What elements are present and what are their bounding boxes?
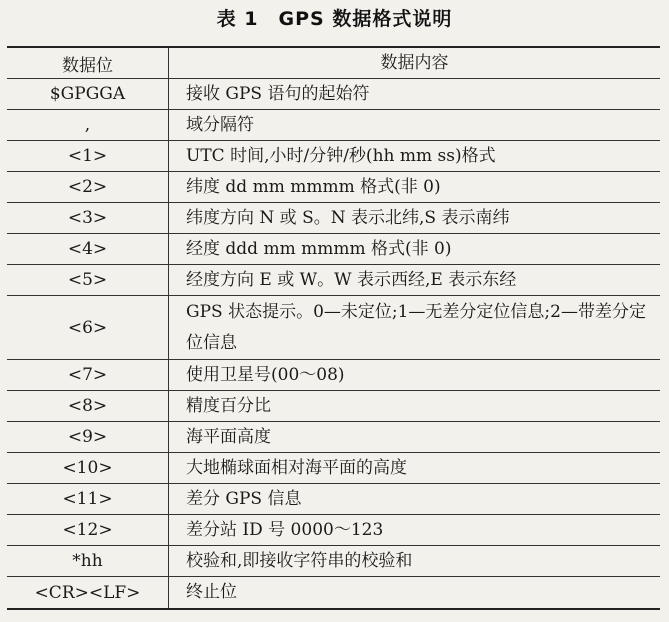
table-row [7, 453, 660, 484]
cell-position: , [7, 110, 169, 140]
cell-content: 使用卫星号(00～08) [186, 364, 345, 385]
table-row [7, 546, 660, 577]
table-row [7, 360, 660, 391]
cell-content: 差分站 ID 号 0000～123 [186, 519, 384, 540]
cell-position: <9> [7, 422, 169, 452]
cell-position: <5> [7, 265, 169, 295]
cell-content: 大地椭球面相对海平面的高度 [186, 457, 407, 478]
cell-position: <10> [7, 453, 169, 483]
cell-content: GPS 状态提示。0—未定位;1—无差分定位信息;2—带差分定位信息 [186, 301, 646, 353]
cell-content: 差分 GPS 信息 [186, 488, 302, 509]
table-header-row [7, 48, 660, 79]
cell-position: <4> [7, 234, 169, 264]
cell-content: 纬度 dd mm mmmm 格式(非 0) [186, 176, 441, 197]
cell-position: <3> [7, 203, 169, 233]
cell-position: $GPGGA [7, 79, 169, 109]
header-content: 数据内容 [380, 52, 449, 73]
table-row [7, 422, 660, 453]
cell-position: <1> [7, 141, 169, 171]
cell-content: 接收 GPS 语句的起始符 [186, 83, 370, 104]
cell-position: <11> [7, 484, 169, 514]
table-row [7, 296, 660, 360]
table-row [7, 391, 660, 422]
cell-position: <6> [7, 296, 169, 359]
cell-position: *hh [7, 546, 169, 576]
cell-position: <8> [7, 391, 169, 421]
table-row [7, 141, 660, 172]
table-row [7, 203, 660, 234]
gps-format-table [7, 46, 660, 610]
cell-content: 终止位 [186, 582, 237, 602]
cell-content: 海平面高度 [186, 426, 271, 447]
cell-content: 经度 ddd mm mmmm 格式(非 0) [186, 238, 452, 259]
table-row [7, 110, 660, 141]
cell-content: 经度方向 E 或 W。W 表示西经,E 表示东经 [186, 269, 517, 290]
table-row [7, 172, 660, 203]
header-position: 数据位 [7, 48, 169, 78]
table-row [7, 484, 660, 515]
table-row [7, 265, 660, 296]
table-row [7, 577, 660, 608]
cell-content: UTC 时间,小时/分钟/秒(hh mm ss)格式 [186, 145, 496, 166]
cell-position: <12> [7, 515, 169, 545]
table-row [7, 79, 660, 110]
cell-position: <CR><LF> [7, 577, 169, 608]
table-caption: 表 1 GPS 数据格式说明 [216, 8, 453, 30]
cell-content: 精度百分比 [186, 395, 271, 416]
cell-content: 纬度方向 N 或 S。N 表示北纬,S 表示南纬 [186, 207, 510, 228]
cell-position: <7> [7, 360, 169, 390]
table-row [7, 515, 660, 546]
cell-content: 域分隔符 [186, 114, 254, 135]
cell-content: 校验和,即接收字符串的校验和 [186, 550, 413, 571]
cell-position: <2> [7, 172, 169, 202]
table-row [7, 234, 660, 265]
